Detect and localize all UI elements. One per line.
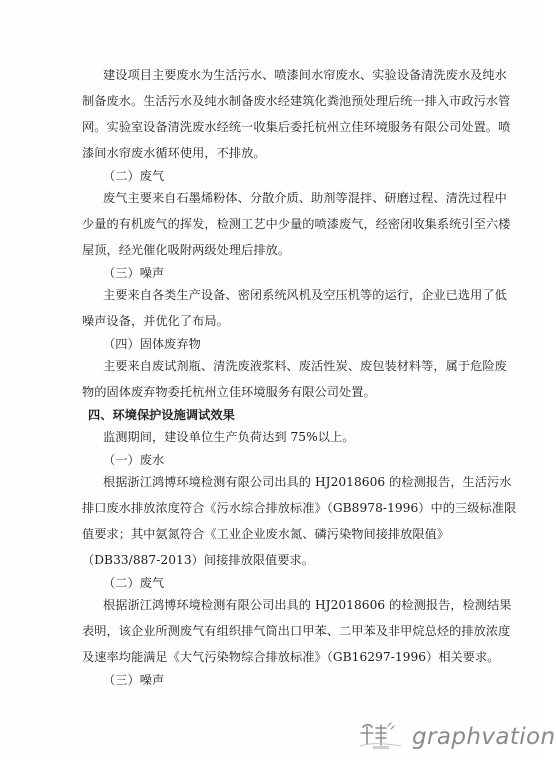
paragraph-line: 网。实验室设备清洗废水经统一收集后委托杭州立佳环境服务有限公司处置。喷	[82, 120, 511, 134]
paragraph-line: 表明，该企业所测废气有组织排气筒出口甲苯、二甲苯及非甲烷总烃的排放浓度	[82, 624, 511, 638]
monitoring-line: 监测期间，建设单位生产负荷达到 75%以上。	[103, 430, 355, 444]
subheading-noise: （三）噪声	[103, 266, 165, 280]
paragraph-line: 制备废水。生活污水及纯水制备废水经建筑化粪池预处理后统一排入市政污水管	[82, 94, 511, 108]
paragraph-line: 少量的有机废气的挥发，检测工艺中少量的喷漆废气，经密闭收集系统引至六楼	[82, 217, 511, 231]
paragraph-line: 主要来自各类生产设备、密闭系统风机及空压机等的运行，企业已选用了低	[103, 288, 507, 302]
paragraph-line: 主要来自废试剂瓶、清洗废液浆料、废活性炭、废包装材料等，属于危险废	[103, 359, 507, 373]
paragraph-line: 值要求；其中氨氮符合《工业企业废水氮、磷污染物间接排放限值》	[82, 527, 450, 541]
subheading-gas-2: （二）废气	[103, 576, 165, 590]
paragraph-line: 及速率均能满足《大气污染物综合排放标准》（GB16297-1996）相关要求。	[82, 650, 500, 664]
paragraph-line: （DB33/887-2013）间接排放限值要求。	[82, 553, 315, 567]
paragraph-line: 屋顶，经光催化吸附两级处理后排放。	[82, 243, 291, 257]
paragraph-line: 建设项目主要废水为生活污水、喷漆间水帘废水、实验设备清洗废水及纯水	[103, 68, 507, 82]
paragraph-line: 排口废水排放浓度符合《污水综合排放标准》（GB8978-1996）中的三级标准限	[82, 501, 517, 515]
graphvation-logo-icon	[357, 721, 404, 751]
paragraph-line: 根据浙江鸿博环境检测有限公司出具的 HJ2018606 的检测报告，检测结果	[103, 598, 512, 612]
paragraph-line: 噪声设备，并优化了布局。	[82, 314, 229, 328]
paragraph-line: 废气主要来自石墨烯粉体、分散介质、助剂等混拌、研磨过程、清洗过程中	[103, 191, 507, 205]
subheading-water: （一）废水	[103, 453, 165, 467]
paragraph-line: 物的固体废弃物委托杭州立佳环境服务有限公司处置。	[82, 385, 376, 399]
subheading-noise-2: （三）噪声	[103, 673, 165, 687]
paragraph-line: 根据浙江鸿博环境检测有限公司出具的 HJ2018606 的检测报告，生活污水	[103, 475, 512, 489]
paragraph-line: 漆间水帘废水循环使用，不排放。	[82, 146, 266, 160]
watermark	[357, 718, 556, 754]
watermark-brand: graphvation	[412, 723, 556, 750]
section-title: 四、环境保护设施调试效果	[88, 408, 235, 422]
subheading-gas: （二）废气	[103, 169, 165, 183]
subheading-solid-waste: （四）固体废弃物	[103, 337, 201, 351]
